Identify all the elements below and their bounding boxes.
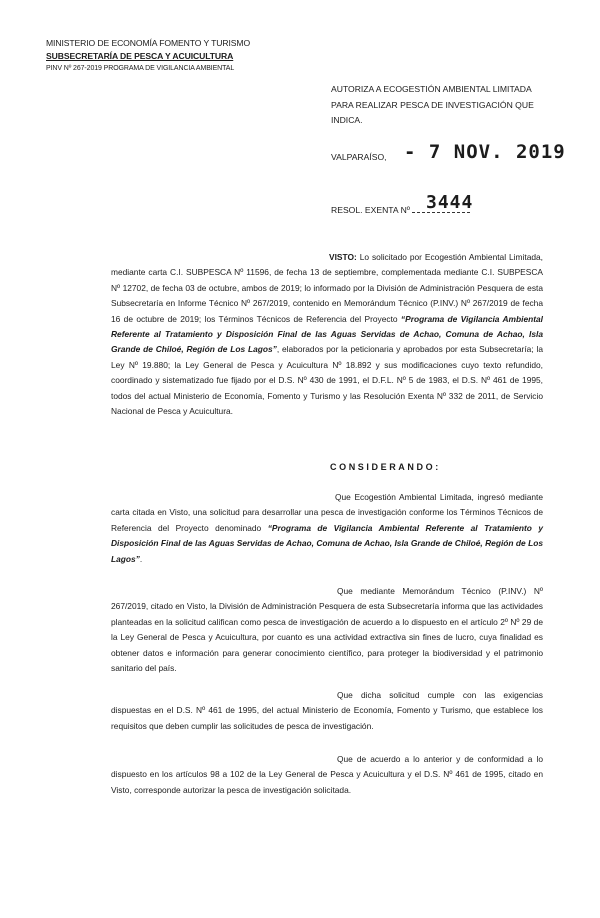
- visto-project-title: “Programa de Vigilancia Ambiental Referente al Tratamiento y Disposición Final de las Aguas Servidas de Achao, Comuna de Achao, Isla Grande de Chiloé, Región de Los Lagos”: [111, 313, 543, 355]
- subject-line-1: AUTORIZA A ECOGESTIÓN AMBIENTAL LIMITADA: [331, 84, 532, 94]
- ministry-name: MINISTERIO DE ECONOMÍA FOMENTO Y TURISMO: [46, 38, 251, 48]
- considerando-paragraph-4: [111, 752, 543, 798]
- visto-paragraph: [111, 250, 543, 419]
- resolution-number: 3444: [426, 192, 474, 213]
- resolution-subject: [331, 82, 571, 129]
- date-stamp: - 7 NOV. 2019: [404, 141, 566, 163]
- considerando-paragraph-3: [111, 688, 543, 734]
- p1-text-b: .: [139, 553, 143, 564]
- subsecretaria-name: SUBSECRETARÍA DE PESCA Y ACUICULTURA: [46, 51, 234, 61]
- visto-text-b: , elaborados por la peticionaria y aprobados por esta Subsecretaría; la Ley Nº 19.880; la Ley General de Pesca y Acuicultura Nº 18.892 y sus modificaciones cuyo texto refundido, coordinado y sistematizado fue fijado por el D.S. Nº 430 de 1991, el D.F.L. Nº 5 de 1983, el D.S. Nº 461 de 1995, todos del actual Ministerio de Economía, Fomento y Turismo y las Resolución Exenta Nº 332 de 2011, de Servicio Nacional de Pesca y Acuicultura.: [111, 344, 543, 417]
- p2-text: Que mediante Memorándum Técnico (P.INV.) Nº 267/2019, citado en Visto, la División de Administración Pesquera de esta Subsecretaría informa que las actividades planteadas en la solicitud califican como pesca de investigación de acuerdo a lo dispuesto en el artículo 2º Nº 29 de la Ley General de Pesca y Acuicultura, por cuanto es una actividad extractiva sin fines de lucro, cuya finalidad es obtener datos e información para generar conocimiento científico, para proteger la biodiversidad y el patrimonio sanitario del país.: [111, 586, 543, 674]
- resolution-label-text: RESOL. EXENTA Nº: [331, 205, 410, 215]
- p1-text-a: Que Ecogestión Ambiental Limitada, ingresó mediante carta citada en Visto, una solicitud para desarrollar una pesca de investigación conforme los Términos Técnicos de Referencia del Proyecto denominado: [111, 492, 543, 533]
- considerando-paragraph-1: [111, 490, 543, 567]
- letterhead: [46, 37, 326, 74]
- visto-text-a: Lo solicitado por Ecogestión Ambiental Limitada, mediante carta C.I. SUBPESCA Nº 11596, de fecha 13 de septiembre, complementada mediante C.I. SUBPESCA Nº 12702, de fecha 03 de octubre, ambos de 2019; lo informado por la División de Administración Pesquera de esta Subsecretaría en Informe Técnico Nº 267/2019, contenido en Memorándum Técnico (P.INV.) Nº 267/2019 de fecha 16 de octubre de 2019; los Términos Técnicos de Referencia del Proyecto: [111, 252, 543, 324]
- p4-text: Que de acuerdo a lo anterior y de conformidad a lo dispuesto en los artículos 98 a 102 de la Ley General de Pesca y Acuicultura y el D.S. Nº 461 de 1995, citado en Visto, corresponde autorizar la pesca de investigación solicitada.: [111, 754, 543, 795]
- considerando-heading: CONSIDERANDO:: [330, 462, 441, 472]
- subject-line-2: PARA REALIZAR PESCA DE INVESTIGACIÓN QUE: [331, 99, 534, 110]
- subject-line-3: INDICA.: [331, 115, 363, 125]
- place-label: VALPARAÍSO,: [331, 152, 387, 162]
- p3-text: Que dicha solicitud cumple con las exigencias dispuestas en el D.S. Nº 461 de 1995, del actual Ministerio de Economía, Fomento y Turismo, que establece los requisitos que deben cumplir las solicitudes de pesca de investigación.: [111, 690, 543, 731]
- visto-label: VISTO:: [329, 252, 357, 262]
- program-name: PINV Nº 267-2019 PROGRAMA DE VIGILANCIA AMBIENTAL: [46, 65, 235, 72]
- p1-project-title: “Programa de Vigilancia Ambiental Referente al Tratamiento y Disposición Final de las Aguas Servidas de Achao, Comuna de Achao, Isla Grande de Chiloé, Región de Los Lagos”: [111, 522, 543, 564]
- considerando-paragraph-2: [111, 584, 543, 676]
